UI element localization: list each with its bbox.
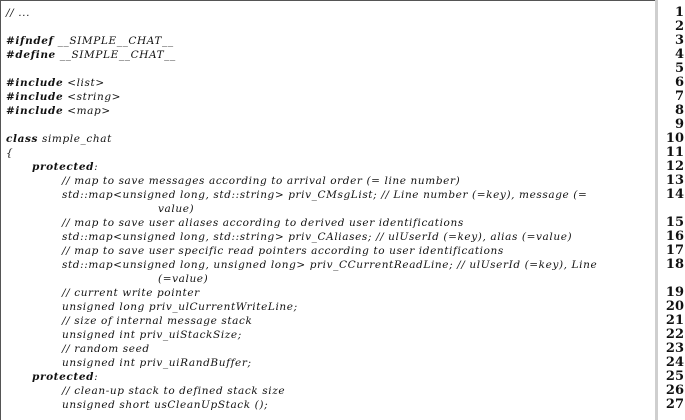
code-line <box>6 300 646 314</box>
code-line <box>6 132 646 146</box>
code-keyword: #include <box>6 77 64 89</box>
line-number: 15 <box>665 215 684 230</box>
code-line <box>6 62 646 76</box>
code-line <box>6 216 646 230</box>
code-text: : <box>94 371 99 383</box>
line-number: 13 <box>665 173 684 188</box>
code-line <box>6 118 646 132</box>
code-text: unsigned short usCleanUpStack (); <box>62 399 269 411</box>
code-line <box>6 328 646 342</box>
code-listing <box>6 6 646 412</box>
code-keyword: #include <box>6 105 64 117</box>
code-text: : <box>94 161 99 173</box>
code-text: __SIMPLE__CHAT__ <box>55 49 176 61</box>
code-line <box>6 286 646 300</box>
code-text: // current write pointer <box>62 287 200 299</box>
line-number: 27 <box>665 397 684 412</box>
code-line <box>6 244 646 258</box>
code-keyword: protected <box>32 371 95 383</box>
code-text: <list> <box>63 77 105 89</box>
code-line <box>6 160 646 174</box>
code-line <box>6 90 646 104</box>
line-number: 26 <box>665 383 684 398</box>
code-keyword: #include <box>6 91 64 103</box>
code-text: std::map<unsigned long, unsigned long> priv_CCurrentReadLine; // ulUserId (=key), Line <box>62 259 598 271</box>
code-keyword: #ifndef <box>6 35 54 47</box>
line-number: 8 <box>674 103 684 118</box>
code-text: std::map<unsigned long, std::string> priv_CMsgList; // Line number (=key), message (= <box>62 189 588 201</box>
line-number: 17 <box>665 243 684 258</box>
line-number: 2 <box>674 19 684 34</box>
code-text: unsigned int priv_uiStackSize; <box>62 329 242 341</box>
code-line <box>6 34 646 48</box>
line-number: 1 <box>674 5 684 20</box>
code-line <box>6 48 646 62</box>
line-number: 23 <box>665 341 684 356</box>
code-text: // map to save user aliases according to derived user identifications <box>62 217 464 229</box>
line-number: 24 <box>665 355 684 370</box>
code-continuation: (=value) <box>158 273 209 285</box>
code-text: <string> <box>63 91 122 103</box>
line-number: 19 <box>665 285 684 300</box>
code-text: unsigned long priv_ulCurrentWriteLine; <box>62 301 298 313</box>
code-keyword: protected <box>32 161 95 173</box>
code-text: simple_chat <box>38 133 112 145</box>
code-line <box>6 230 646 244</box>
line-number: 5 <box>674 61 684 76</box>
code-line <box>6 146 646 160</box>
code-line <box>6 370 646 384</box>
line-number: 9 <box>674 117 684 132</box>
code-text: // ... <box>6 7 31 19</box>
code-text: { <box>6 147 14 159</box>
code-line <box>6 314 646 328</box>
line-number: 20 <box>665 299 684 314</box>
code-line <box>6 384 646 398</box>
code-line <box>6 342 646 356</box>
line-number-gutter <box>658 6 685 412</box>
code-keyword: class <box>6 133 39 145</box>
code-continuation: value) <box>158 203 195 215</box>
code-line <box>6 398 646 412</box>
code-line <box>6 258 646 286</box>
code-text: // size of internal message stack <box>62 315 253 327</box>
code-text: // map to save user specific read pointers according to user identifications <box>62 245 504 257</box>
code-line <box>6 188 646 216</box>
line-number: 21 <box>665 313 684 328</box>
line-number: 7 <box>674 89 684 104</box>
code-text: // random seed <box>62 343 150 355</box>
line-number: 6 <box>674 75 684 90</box>
code-text: unsigned int priv_uiRandBuffer; <box>62 357 252 369</box>
code-line <box>6 356 646 370</box>
code-keyword: #define <box>6 49 56 61</box>
code-text: <map> <box>63 105 111 117</box>
line-number: 10 <box>665 131 684 146</box>
line-number: 16 <box>665 229 684 244</box>
code-line <box>6 174 646 188</box>
code-text: __SIMPLE__CHAT__ <box>53 35 174 47</box>
code-line <box>6 6 646 20</box>
line-number: 4 <box>674 47 684 62</box>
code-text: // map to save messages according to arrival order (= line number) <box>62 175 461 187</box>
code-line <box>6 20 646 34</box>
line-number: 14 <box>665 187 684 202</box>
line-number: 12 <box>665 159 684 174</box>
line-number: 25 <box>665 369 684 384</box>
code-line <box>6 76 646 90</box>
code-text: // clean-up stack to defined stack size <box>62 385 286 397</box>
line-number: 22 <box>665 327 684 342</box>
code-line <box>6 104 646 118</box>
line-number: 11 <box>665 145 684 160</box>
line-number: 18 <box>665 257 684 272</box>
line-number: 3 <box>674 33 684 48</box>
code-text: std::map<unsigned long, std::string> priv_CAliases; // ulUserId (=key), alias (=value) <box>62 231 573 243</box>
